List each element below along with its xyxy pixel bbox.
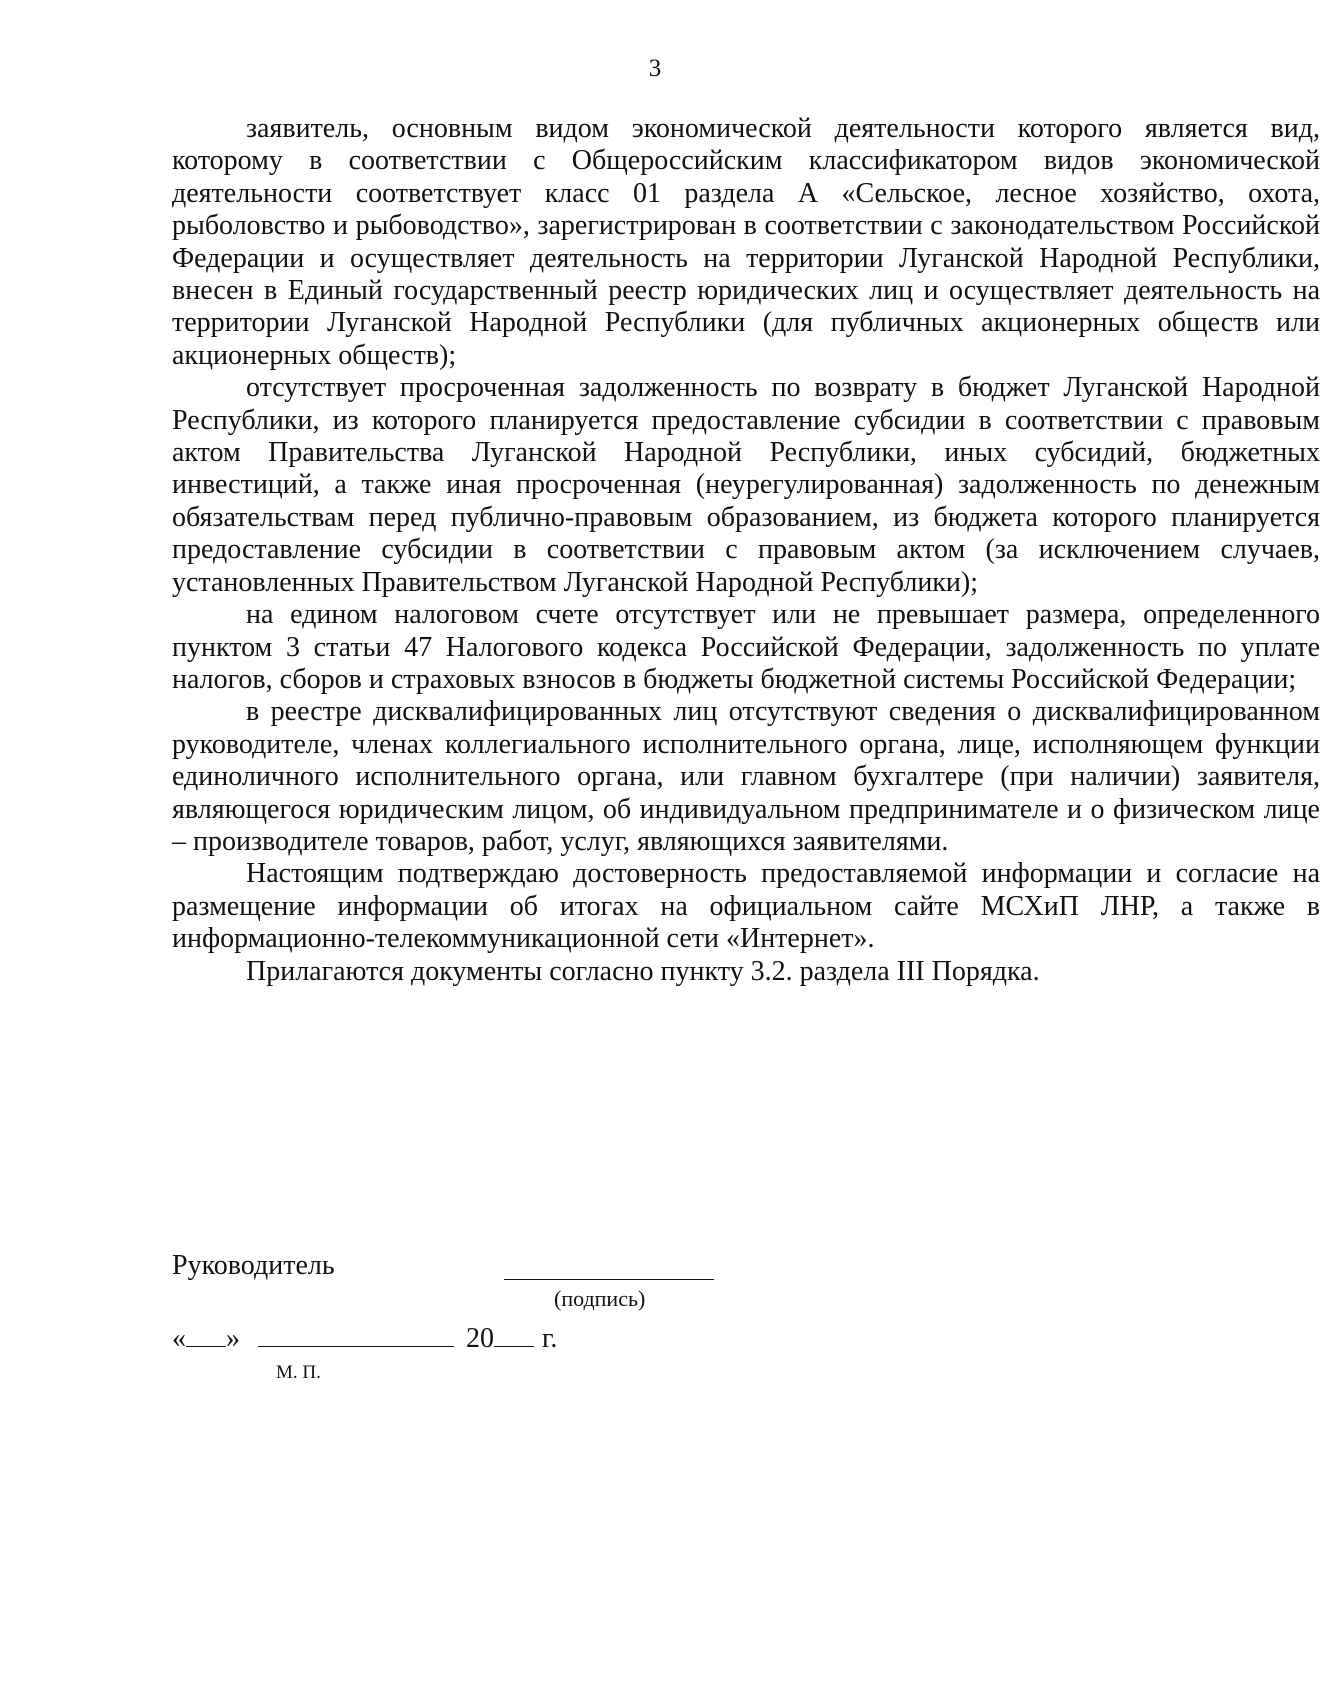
- paragraph-attachments: Прилагаются документы согласно пункту 3.2. раздела III Порядка.: [246, 955, 1040, 987]
- paragraph-confirmation: Настоящим подтверждаю достоверность предоставляемой информации и согласие на размещение информации об итогах на официальном сайте МСХиП ЛНР, а также в информационно-телекоммуникационной сети «Интернет».: [172, 858, 1320, 955]
- month-blank: [258, 1322, 454, 1347]
- date-row: [172, 1322, 557, 1355]
- stamp-place-label: М. П.: [276, 1362, 321, 1383]
- quote-open: «: [172, 1323, 186, 1354]
- paragraph-disqualified-registry: в реестре дисквалифицированных лиц отсутствуют сведения о дисквалифицированном руководителе, членах коллегиального исполнительного органа, лице, исполняющем функции единоличного исполнительного органа, или главном бухгалтере (при наличии) заявителя, являющегося юридическим лицом, об индивидуальном предпринимателе и о физическом лице – производителе товаров, работ, услуг, являющихся заявителями.: [172, 696, 1320, 857]
- year-blank: [494, 1322, 534, 1347]
- paragraph-applicant-registration: заявитель, основным видом экономической деятельности которого является вид, которому в соответствии с Общероссийским классификатором видов экономической деятельности соответствует класс 01 раздела А «Сельское, лесное хозяйство, охота, рыболовство и рыбоводство», зарегистрирован в соответствии с законодательством Российской Федерации и осуществляет деятельность на территории Луганской Народной Республики, внесен в Единый государственный реестр юридических лиц и осуществляет деятельность на территории Луганской Народной Республики (для публичных акционерных обществ или акционерных обществ);: [172, 113, 1320, 371]
- paragraph-no-overdue-debt: отсутствует просроченная задолженность по возврату в бюджет Луганской Народной Республики, из которого планируется предоставление субсидии в соответствии с правовым актом Правительства Луганской Народной Республики, иных субсидий, бюджетных инвестиций, а также иная просроченная (неурегулированная) задолженность по денежным обязательствам перед публично-правовым образованием, из бюджета которого планируется предоставление субсидии в соответствии с правовым актом (за исключением случаев, установленных Правительством Луганской Народной Республики);: [172, 372, 1320, 598]
- day-blank: [186, 1322, 226, 1347]
- year-prefix: 20: [466, 1323, 494, 1354]
- year-suffix: г.: [542, 1323, 558, 1354]
- signer-title: Руководитель: [172, 1250, 335, 1281]
- paragraph-tax-account: на едином налоговом счете отсутствует или не превышает размера, определенного пунктом 3 статьи 47 Налогового кодекса Российской Федерации, задолженность по уплате налогов, сборов и страховых взносов в бюджеты бюджетной системы Российской Федерации;: [172, 599, 1320, 695]
- signature-line: [504, 1279, 714, 1280]
- document-body: [172, 113, 1320, 988]
- page-number: 3: [648, 55, 662, 82]
- signature-caption: (подпись): [554, 1286, 646, 1311]
- quote-close: »: [226, 1323, 240, 1354]
- signature-block: [172, 1250, 972, 1390]
